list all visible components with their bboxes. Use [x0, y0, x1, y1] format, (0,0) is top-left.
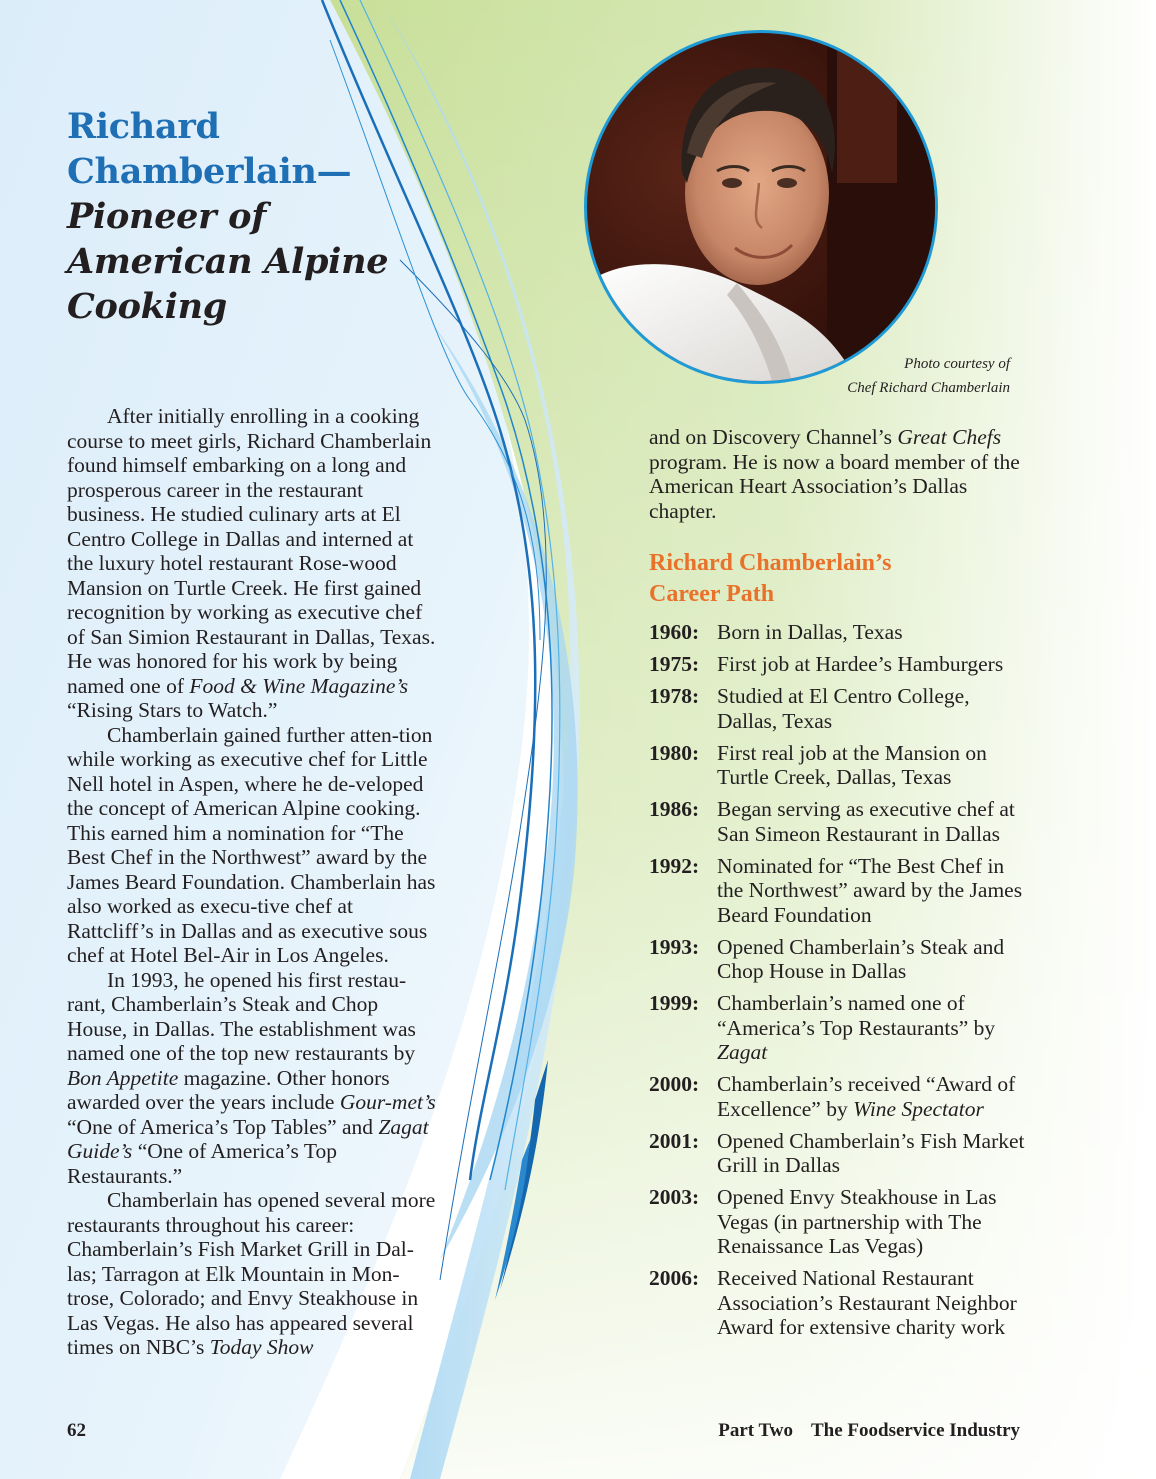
chef-portrait-photo: [584, 30, 938, 384]
career-event: Studied at El Centro College, Dallas, Texas: [717, 684, 970, 733]
title-name-line: Chamberlain—: [67, 151, 352, 192]
career-timeline-item: [649, 652, 1029, 677]
article-paragraph: Chamberlain gained further atten-tion while working as executive chef for Little Nell hotel in Aspen, where he de-veloped the concept of American Alpine cooking. This earned him a nomination for “The Best Chef in the Northwest” award by the James Beard Foundation. Chamberlain has also worked as execu-tive chef at Rattcliff’s in Dallas and as executive sous chef at Hotel Bel-Air in Los Angeles.: [67, 722, 436, 967]
italic-text: Bon Appetite: [67, 1065, 179, 1090]
photo-caption-line: Chef Richard Chamberlain: [847, 380, 1010, 396]
career-year: 1960:: [649, 620, 700, 644]
career-timeline-item: [649, 741, 1029, 790]
italic-text: Zagat Guide’s: [67, 1114, 429, 1163]
career-year: 2003:: [649, 1185, 700, 1209]
career-event: Chamberlain’s received “Award of Excellence” by Wine Spectator: [717, 1072, 1016, 1121]
article-paragraph: Chamberlain has opened several more restaurants throughout his career: Chamberlain’s Fish Market Grill in Dal-las; Tarragon at Elk Mountain in Mon-trose, Colorado; and Envy Steakhouse in Las Vegas. He also has appeared several times on NBC’s Today Show: [67, 1188, 436, 1359]
career-heading-line: Richard Chamberlain’s: [649, 550, 892, 576]
title-subtitle-line: Pioneer of: [67, 196, 266, 237]
career-year: 1975:: [649, 652, 700, 676]
career-year: 1980:: [649, 740, 700, 765]
career-timeline-item: [649, 991, 1029, 1065]
title-name-line: Richard: [67, 106, 220, 147]
career-event: Opened Chamberlain’s Fish Market Grill in Dallas: [717, 1128, 1025, 1177]
article-paragraph: In 1993, he opened his first restau-rant, Chamberlain’s Steak and Chop House, in Dallas. The establishment was named one of the top new restaurants by Bon Appetite magazine. Other honors awarded over the years include Gour-met’s “One of America’s Top Tables” and Zagat Guide’s “One of America’s Top Restaurants.”: [67, 967, 436, 1188]
italic-text: Food & Wine Magazine’s: [189, 673, 409, 698]
career-year: 1992:: [649, 853, 700, 878]
article-paragraph-continued: and on Discovery Channel’s Great Chefs program. He is now a board member of the American Heart Association’s Dallas chapter.: [649, 425, 1020, 523]
career-year: 2006:: [649, 1266, 700, 1290]
career-timeline-item: [649, 935, 1029, 984]
career-timeline-item: [649, 1266, 1029, 1340]
career-timeline-item: [649, 1185, 1029, 1259]
career-year: 1986:: [649, 797, 700, 821]
footer-part: Part Two: [718, 1420, 793, 1441]
career-path-heading: [649, 548, 1029, 610]
italic-text: Great Chefs: [897, 425, 1002, 449]
career-event: Nominated for “The Best Chef in the Northwest” award by the James Beard Foundation: [717, 853, 1023, 927]
career-timeline-item: [649, 620, 1029, 645]
footer-section: The Foodservice Industry: [811, 1420, 1020, 1441]
career-timeline-item: [649, 797, 1029, 846]
title-subtitle-line: American Alpine: [67, 241, 389, 282]
career-year: 1993:: [649, 934, 700, 959]
page-number: 62: [67, 1420, 86, 1441]
photo-caption: [780, 352, 1010, 400]
career-event: Opened Chamberlain’s Steak and Chop House in Dallas: [717, 934, 1005, 983]
italic-text: Zagat: [717, 1040, 768, 1064]
italic-text: Today Show: [209, 1335, 314, 1359]
italic-text: Gour-met’s: [339, 1090, 436, 1114]
career-event: First job at Hardee’s Hamburgers: [717, 652, 1004, 676]
career-year: 2000:: [649, 1072, 700, 1096]
career-event: First real job at the Mansion on Turtle Creek, Dallas, Texas: [717, 740, 987, 789]
career-year: 1978:: [649, 684, 700, 708]
career-timeline-item: [649, 1072, 1029, 1121]
italic-text: Wine Spectator: [853, 1096, 984, 1121]
career-year: 1999:: [649, 991, 700, 1015]
photo-caption-line: Photo courtesy of: [904, 356, 1010, 372]
career-event: Chamberlain’s named one of “America’s Top Restaurants” by Zagat: [717, 991, 996, 1064]
career-year: 2001:: [649, 1128, 700, 1153]
chef-portrait-icon: [587, 33, 935, 381]
running-footer: [718, 1420, 1020, 1442]
career-event: Began serving as executive chef at San Simeon Restaurant in Dallas: [717, 797, 1015, 846]
career-event: Born in Dallas, Texas: [717, 620, 903, 644]
career-timeline-item: [649, 1129, 1029, 1178]
article-paragraph: After initially enrolling in a cooking course to meet girls, Richard Chamberlain found himself embarking on a long and prosperous career in the restaurant business. He studied culinary arts at El Centro College in Dallas and interned at the luxury hotel restaurant Rose-wood Mansion on Turtle Creek. He first gained recognition by working as executive chef of San Simion Restaurant in Dallas, Texas. He was honored for his work by being named one of Food & Wine Magazine’s “Rising Stars to Watch.”: [67, 404, 436, 722]
career-timeline: [649, 620, 1029, 1347]
career-timeline-item: [649, 854, 1029, 928]
career-event: Opened Envy Steakhouse in Las Vegas (in partnership with The Renaissance Las Vegas): [717, 1185, 997, 1258]
title-subtitle-line: Cooking: [67, 286, 227, 327]
article-body-left: [67, 404, 441, 1360]
career-timeline-item: [649, 684, 1029, 733]
article-title: [67, 104, 407, 329]
career-event: Received National Restaurant Association’s Restaurant Neighbor Award for extensive charity work: [717, 1266, 1017, 1339]
career-heading-line: Career Path: [649, 581, 775, 607]
